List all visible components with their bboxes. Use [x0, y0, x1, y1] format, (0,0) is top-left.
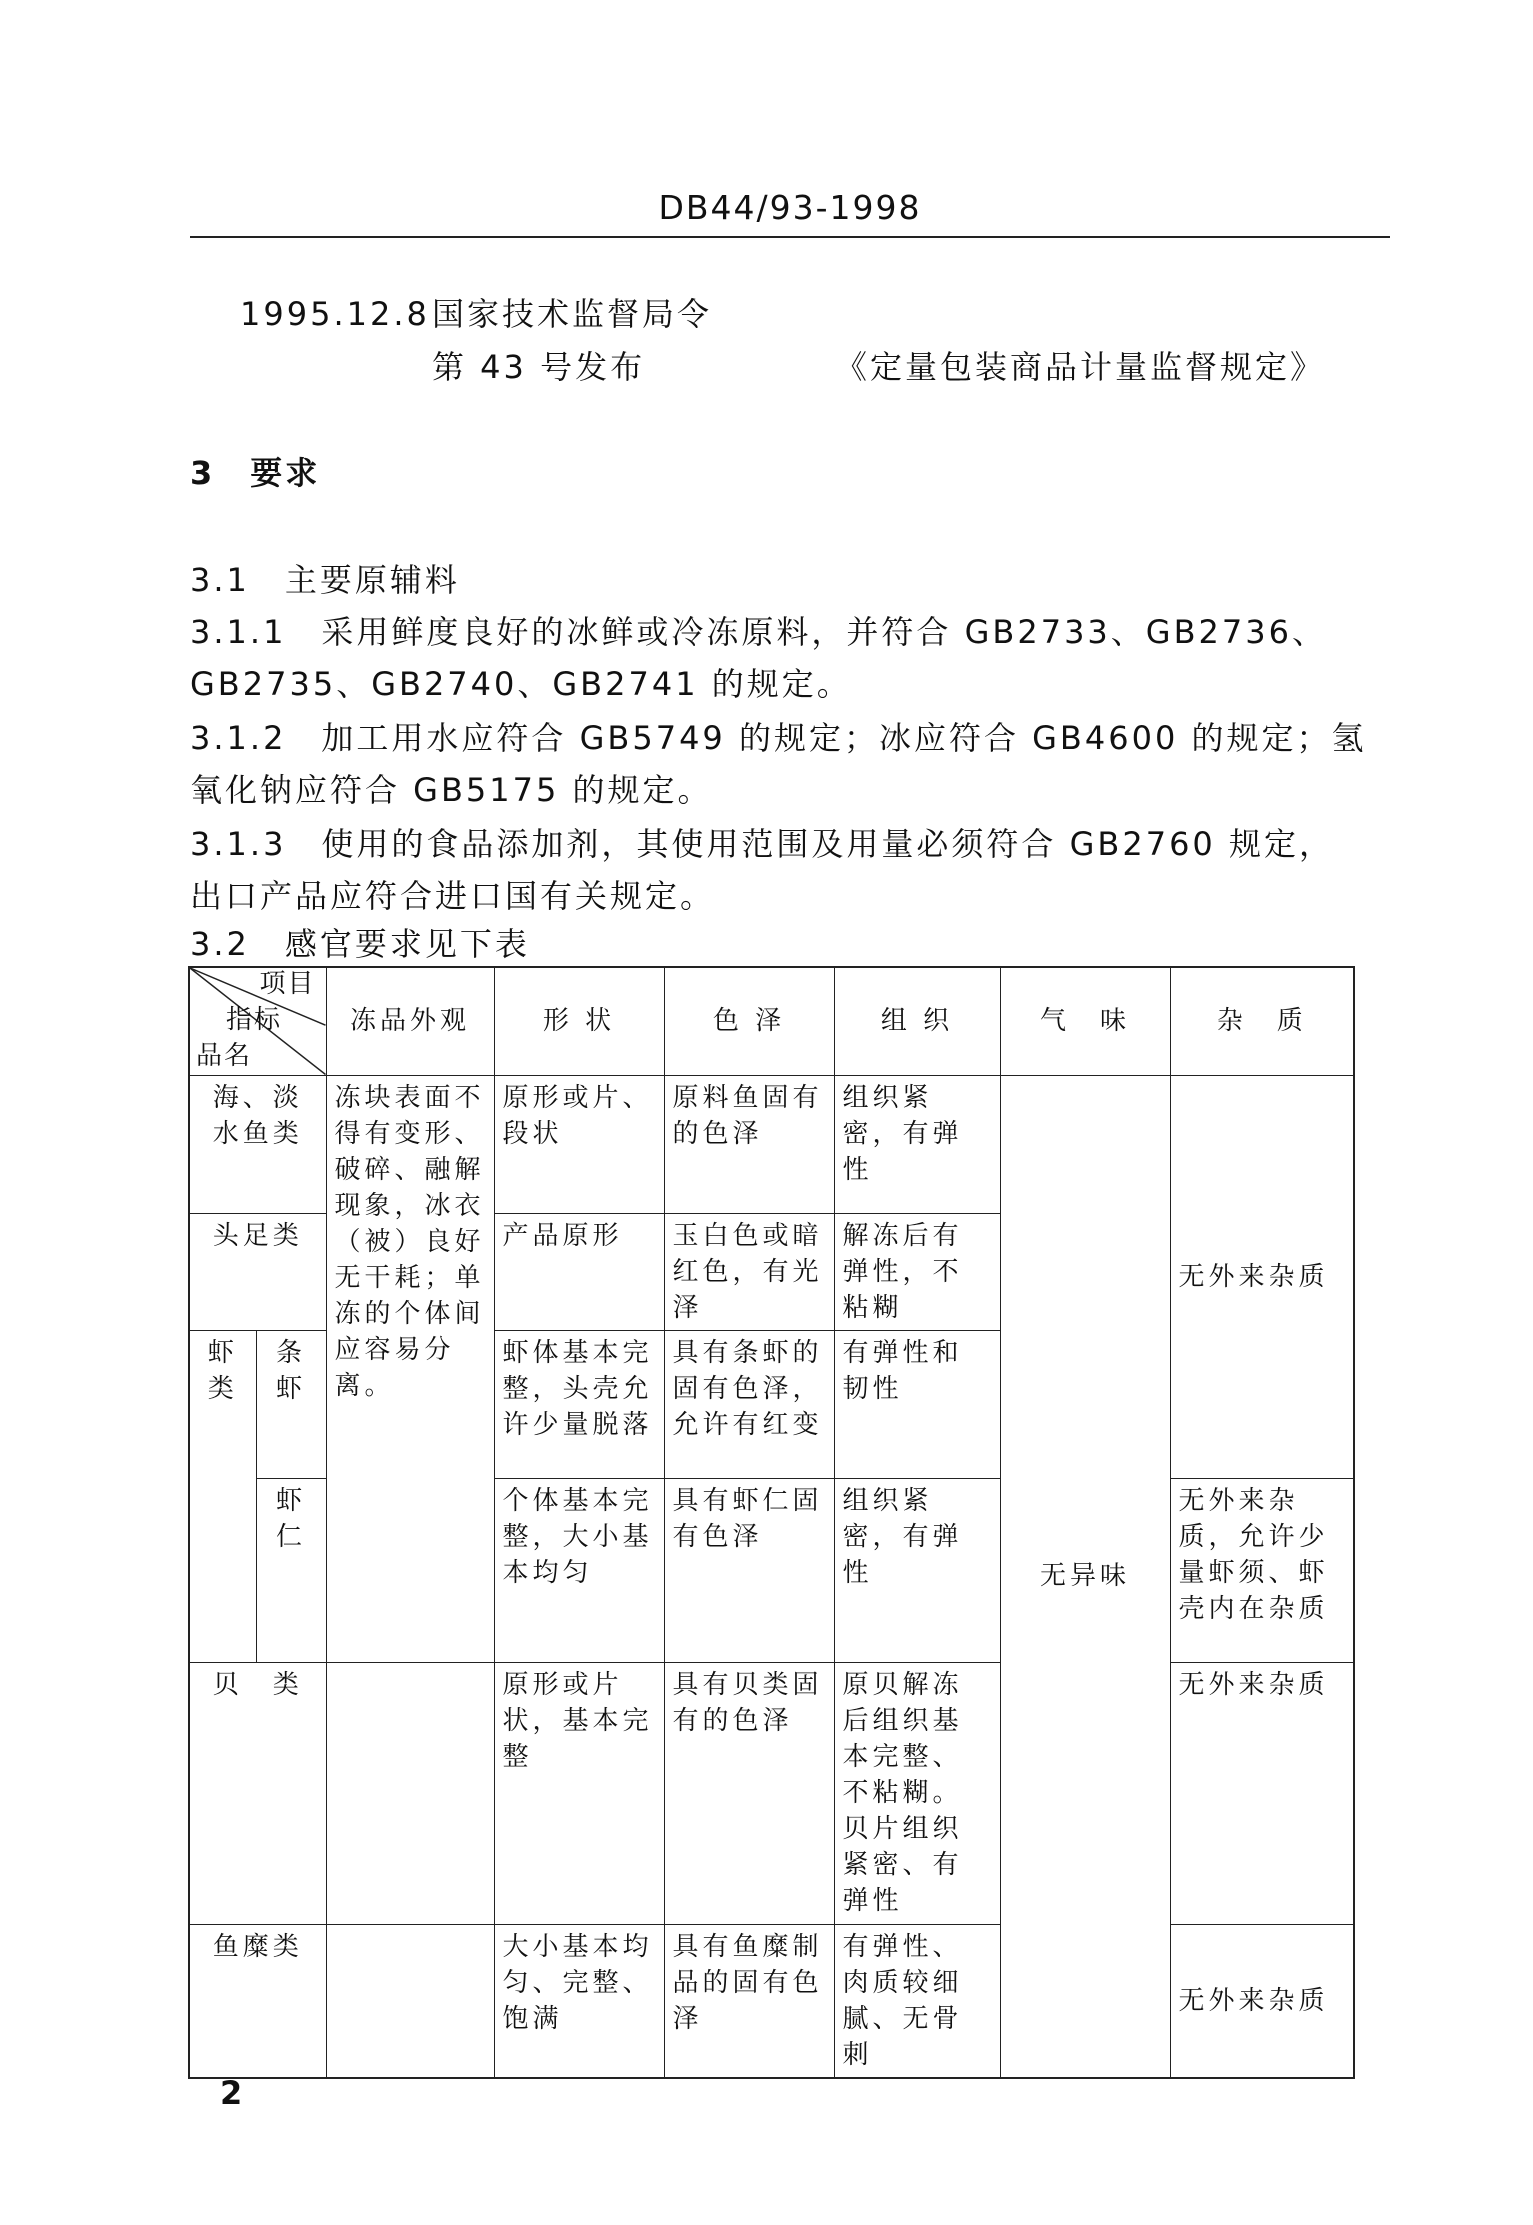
corner-name-label: 品名: [196, 1041, 253, 1071]
header-odor: 气 味: [1000, 967, 1170, 1075]
shape-whole-shrimp: 虾体基本完整，头壳允许少量脱落: [494, 1330, 664, 1478]
color-surimi: 具有鱼糜制品的固有色泽: [664, 1924, 834, 2078]
header-impurity: 杂 质: [1170, 967, 1354, 1075]
texture-fish: 组织紧密，有弹性: [834, 1075, 1000, 1213]
header-texture: 组 织: [834, 967, 1000, 1075]
section-3-1-title: 3.1 主要原辅料: [190, 561, 460, 599]
section-3-1-2-line2: 氧化钠应符合 GB5175 的规定。: [190, 771, 713, 809]
row-name-cephalopod: 头足类: [189, 1213, 326, 1330]
section-3-1-3-line1: 3.1.3 使用的食品添加剂，其使用范围及用量必须符合 GB2760 规定，: [190, 825, 1334, 863]
odor-cell: 无异味: [1000, 1075, 1170, 2078]
section-3-1-2-line1: 3.1.2 加工用水应符合 GB5749 的规定；冰应符合 GB4600 的规定；氢: [190, 719, 1367, 757]
section-3-2-title: 3.2 感官要求见下表: [190, 925, 530, 963]
header-rule: [190, 236, 1390, 238]
texture-whole-shrimp: 有弹性和韧性: [834, 1330, 1000, 1478]
row-name-fish: 海、淡水鱼类: [189, 1075, 326, 1213]
texture-cephalopod: 解冻后有弹性，不粘糊: [834, 1213, 1000, 1330]
section-3-1-1-line1: 3.1.1 采用鲜度良好的冰鲜或冷冻原料，并符合 GB2733、GB2736、: [190, 613, 1327, 651]
corner-item-label: 项目: [259, 969, 316, 999]
color-whole-shrimp: 具有条虾的固有色泽，允许有红变: [664, 1330, 834, 1478]
section-3-1-3-line2: 出口产品应符合进口国有关规定。: [190, 877, 716, 915]
ref-title: 《定量包装商品计量监督规定》: [835, 348, 1326, 386]
section-3-1-1-line2: GB2735、GB2740、GB2741 的规定。: [190, 665, 852, 703]
color-peeled-shrimp: 具有虾仁固有色泽: [664, 1478, 834, 1662]
corner-index-label: 指标: [226, 1005, 283, 1035]
impurity-peeled-shrimp: 无外来杂质，允许少量虾须、虾壳内在杂质: [1170, 1478, 1354, 1662]
sub-name-whole-shrimp: 条虾: [256, 1330, 326, 1478]
color-fish: 原料鱼固有的色泽: [664, 1075, 834, 1213]
standard-code-header: DB44/93-1998: [658, 188, 922, 227]
shape-shellfish: 原形或片状，基本完整: [494, 1662, 664, 1924]
appearance-empty-surimi: [326, 1924, 494, 2078]
row-name-surimi: 鱼糜类: [189, 1924, 326, 2078]
shape-fish: 原形或片、段状: [494, 1075, 664, 1213]
texture-shellfish: 原贝解冻后组织基本完整、不粘糊。贝片组织紧密、有弹性: [834, 1662, 1000, 1924]
row-name-shrimp: 虾类: [189, 1330, 256, 1662]
header-color: 色 泽: [664, 967, 834, 1075]
texture-surimi: 有弹性、肉质较细腻、无骨刺: [834, 1924, 1000, 2078]
table-row: [189, 1924, 1354, 2078]
impurity-shellfish: 无外来杂质: [1170, 1662, 1354, 1924]
row-name-shellfish: 贝 类: [189, 1662, 326, 1924]
impurity-fish-shrimp: 无外来杂质: [1170, 1075, 1354, 1478]
shape-cephalopod: 产品原形: [494, 1213, 664, 1330]
sub-name-peeled-shrimp: 虾仁: [256, 1478, 326, 1662]
header-shape: 形 状: [494, 967, 664, 1075]
ref-issue-no: 第 43 号发布: [432, 348, 646, 386]
color-shellfish: 具有贝类固有的色泽: [664, 1662, 834, 1924]
table-row: [189, 1662, 1354, 1924]
ref-issuer: 国家技术监督局令: [432, 295, 713, 333]
texture-peeled-shrimp: 组织紧密，有弹性: [834, 1478, 1000, 1662]
table-row: [189, 1075, 1354, 1213]
shape-surimi: 大小基本均匀、完整、饱满: [494, 1924, 664, 2078]
table-header-row: [189, 967, 1354, 1075]
page-number: 2: [220, 2074, 243, 2112]
impurity-surimi: 无外来杂质: [1170, 1924, 1354, 2078]
appearance-empty-shellfish: [326, 1662, 494, 1924]
sensory-requirements-table: [188, 966, 1355, 2079]
corner-diagonal-cell: [189, 967, 326, 1075]
appearance-cell: 冻块表面不得有变形、破碎、融解现象，冰衣（被）良好无干耗；单冻的个体间应容易分离。: [326, 1075, 494, 1662]
shape-peeled-shrimp: 个体基本完整，大小基本均匀: [494, 1478, 664, 1662]
color-cephalopod: 玉白色或暗红色，有光泽: [664, 1213, 834, 1330]
section-3-title: 3 要求: [190, 454, 321, 492]
ref-date: 1995.12.8: [240, 295, 430, 333]
header-appearance: 冻品外观: [326, 967, 494, 1075]
